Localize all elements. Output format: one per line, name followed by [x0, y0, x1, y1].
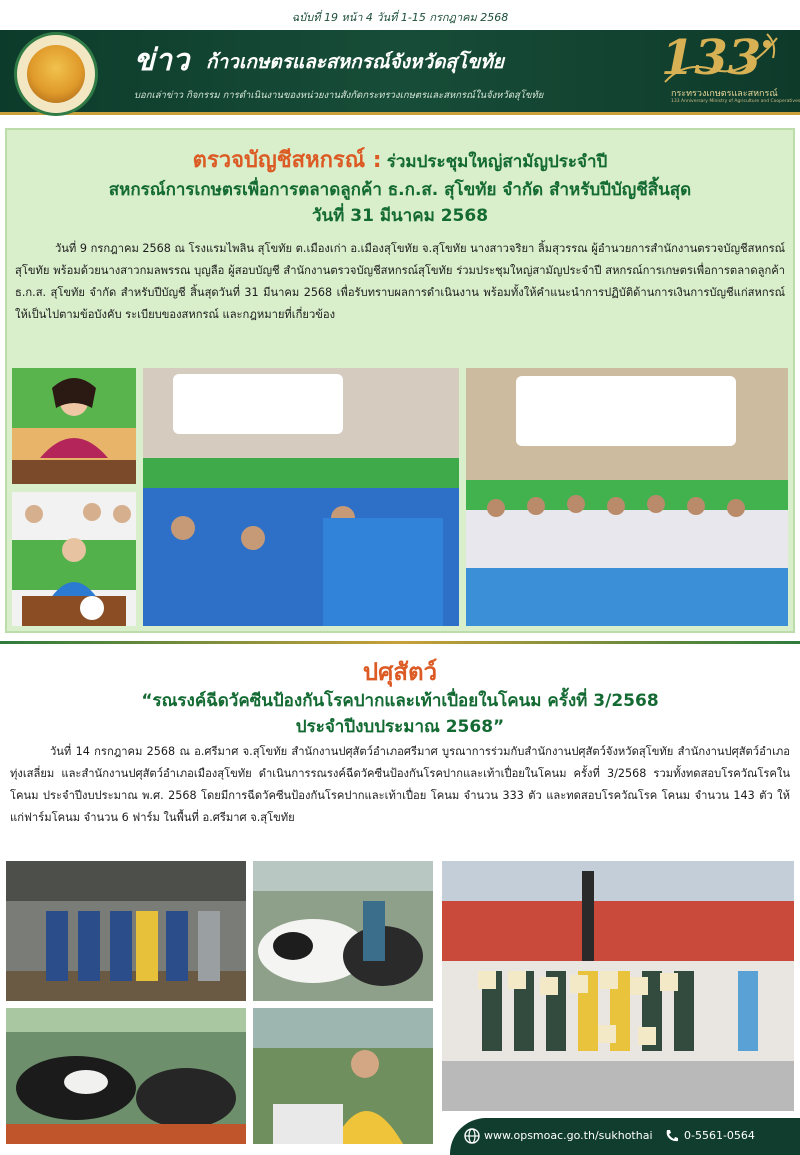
masthead-title: ก้าวเกษตรและสหกรณ์จังหวัดสุโขทัย	[206, 51, 504, 73]
photo-cattle-vaccination-art	[253, 861, 433, 1001]
section2-title-line2: ประจำปีงบประมาณ 2568”	[295, 717, 505, 737]
anniversary-english: 133 Anniversary Ministry of Agriculture and Cooperatives	[671, 99, 800, 104]
issue-strip	[0, 0, 800, 30]
photo-group-students	[466, 368, 788, 626]
photo-director-speaking-art	[12, 368, 136, 484]
photo-director-speaking	[12, 368, 136, 484]
photo-meeting-hall	[143, 368, 459, 626]
section2-kicker: ปศุสัตว์	[362, 658, 438, 686]
section-divider	[0, 641, 800, 644]
photo-livestock-team	[6, 861, 246, 1001]
anniversary-logo	[655, 30, 800, 110]
photo-recording-data	[253, 1008, 433, 1144]
globe-icon	[464, 1128, 480, 1144]
issue-line: ฉบับที่ 19 หน้า 4 วันที่ 1-15 กรกฎาคม 2568	[291, 11, 509, 24]
photo-group-students-art	[466, 368, 788, 626]
anniversary-ministry: กระทรวงเกษตรและสหกรณ์	[671, 89, 778, 99]
footer-phone-number[interactable]: 0-5561-0564	[684, 1129, 755, 1142]
photo-meeting-hall-art	[143, 368, 459, 626]
photo-auditor-speaking	[12, 492, 136, 626]
footer-contact-bar	[450, 1118, 800, 1155]
photo-cattle-vaccination	[253, 861, 433, 1001]
masthead-subtitle: บอกเล่าข่าว กิจกรรม การดำเนินงานของหน่วยงานสังกัดกระทรวงเกษตรและสหกรณ์ในจังหวัดสุโขทัย	[134, 90, 544, 101]
section2-body: วันที่ 14 กรกฎาคม 2568 ณ อ.ศรีมาศ จ.สุโขทัย สำนักงานปศุสัตว์อำเภอศรีมาศ บูรณาการร่วมกับสำนักงานปศุสัตว์จังหวัดสุโขทัย สำนักงานปศุสัตว์อำเภอทุ่งเสลี่ยม และสำนักงานปศุสัตว์อำเภอเมืองสุโขทัย ดำเนินการรณรงค์ฉีดวัคซีนป้องกันโรคปากและเท้าเปื่อยในโคนม ครั้งที่ 3/2568 รวมทั้งทดสอบโรควัณโรคในโคนม ประจำปีงบประมาณ พ.ศ. 2568 โดยมีการฉีดวัคซีนป้องกันโรคปากและเท้าเปื่อย โคนม จำนวน 333 ตัว และทดสอบโรควัณโรค โคนม จำนวน 143 ตัว ให้แก่ฟาร์มโคนม จำนวน 6 ฟาร์ม ในพื้นที่ อ.ศรีมาศ จ.สุโขทัย	[10, 745, 790, 824]
phone-icon	[664, 1128, 680, 1144]
section1-kicker: ตรวจบัญชีสหกรณ์ :	[192, 148, 382, 173]
section1-heading	[7, 142, 793, 177]
masthead	[0, 30, 800, 115]
section1-title-line3: วันที่ 31 มีนาคม 2568	[311, 206, 489, 226]
section1-title-line2: สหกรณ์การเกษตรเพื่อการตลาดลูกค้า ธ.ก.ส. สุโขทัย จำกัด สำหรับปีบัญชีสิ้นสุด	[108, 180, 692, 200]
section2-title-line1: “รณรงค์ฉีดวัคซีนป้องกันโรคปากและเท้าเปื่อยในโคนม ครั้งที่ 3/2568	[141, 691, 659, 711]
photo-fmd-kickoff-art	[442, 861, 794, 1111]
photo-auditor-speaking-art	[12, 492, 136, 626]
masthead-lead: ข่าว	[134, 43, 190, 78]
provincial-seal-icon	[14, 32, 98, 116]
photo-dairy-barn	[6, 1008, 246, 1144]
section1-title-line1: ร่วมประชุมใหญ่สามัญประจำปี	[386, 152, 608, 172]
footer-website-link[interactable]: www.opsmoac.go.th/sukhothai	[484, 1129, 653, 1142]
photo-livestock-team-art	[6, 861, 246, 1001]
seal-emblem	[27, 45, 85, 103]
anniversary-number: 133	[661, 30, 762, 86]
photo-dairy-barn-art	[6, 1008, 246, 1144]
section1-body: วันที่ 9 กรกฎาคม 2568 ณ โรงแรมไพลิน สุโขทัย ต.เมืองเก่า อ.เมืองสุโขทัย จ.สุโขทัย นางสาวจริยา ลิ้มสุวรรณ ผู้อำนวยการสำนักงานตรวจบัญชีสหกรณ์สุโขทัย พร้อมด้วยนางสาวกมลพรรณ บุญลือ ผู้สอบบัญชี สำนักงานตรวจบัญชีสหกรณ์สุโขทัย ร่วมประชุมใหญ่สามัญประจำปี สหกรณ์การเกษตรเพื่อการตลาดลูกค้า ธ.ก.ส. สุโขทัย จำกัด สำหรับปีบัญชี สิ้นสุดวันที่ 31 มีนาคม 2568 เพื่อรับทราบผลการดำเนินงาน พร้อมทั้งให้คำแนะนำการปฏิบัติด้านการเงินการบัญชีแก่สหกรณ์ ให้เป็นไปตามข้อบังคับ ระเบียบของสหกรณ์ และกฎหมายที่เกี่ยวข้อง	[15, 242, 785, 321]
photo-fmd-kickoff	[442, 861, 794, 1111]
photo-recording-data-art	[253, 1008, 433, 1144]
